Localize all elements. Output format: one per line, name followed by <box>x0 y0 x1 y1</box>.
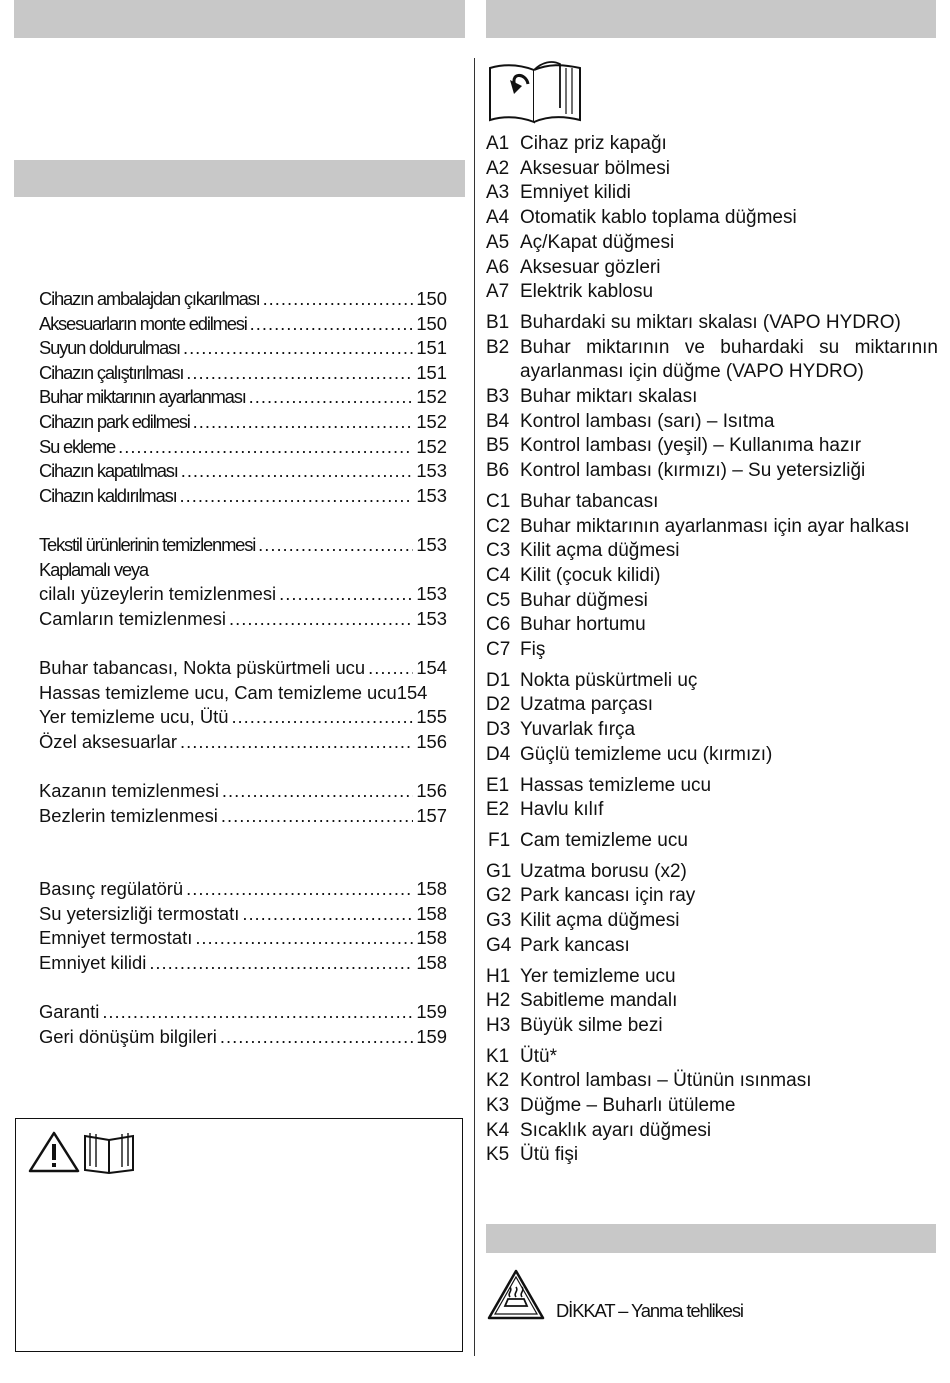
toc-entry[interactable]: Özel aksesuarlar ..... 156 <box>39 731 447 756</box>
list-item: G4 Park kancası <box>486 934 630 956</box>
toc-group-3 <box>39 657 447 755</box>
toc-entry[interactable]: Hassas temizleme ucu, Cam temizleme ucu 154 <box>39 681 428 703</box>
list-item: H3 Büyük silme bezi <box>486 1014 663 1036</box>
list-item: B3 Buhar miktarı skalası <box>486 386 698 408</box>
hot-surface-warning-icon <box>486 1268 546 1322</box>
toc-group-1 <box>39 288 447 509</box>
parts-group-d <box>486 669 938 768</box>
toc-entry[interactable]: Cihazın ambalajdan çıkarılması ..... 150 <box>39 288 447 313</box>
section-bar-toc <box>14 160 465 197</box>
list-item: D3 Yuvarlak fırça <box>486 719 636 741</box>
list-item: K3 Düğme – Buharlı ütüleme <box>486 1095 736 1117</box>
list-item: K2 Kontrol lambası – Ütünün ısınması <box>486 1070 812 1092</box>
list-item: A6 Aksesuar gözleri <box>486 256 661 278</box>
toc-group-2 <box>39 534 447 632</box>
list-item: C2 Buhar miktarının ayarlanması için ayar halkası <box>486 515 910 537</box>
list-item: C1 Buhar tabancası <box>486 490 659 512</box>
toc-entry[interactable]: Emniyet termostatı ..... 158 <box>39 927 447 952</box>
list-item: H2 Sabitleme mandalı <box>486 990 678 1012</box>
list-item: C6 Buhar hortumu <box>486 614 646 636</box>
toc-entry[interactable]: Camların temizlenmesi ..... 153 <box>39 608 447 633</box>
list-item: A5 Aç/Kapat düğmesi <box>486 231 675 253</box>
header-bar-right <box>486 0 936 38</box>
parts-group-b <box>486 311 938 484</box>
list-item: G1 Uzatma borusu (x2) <box>486 860 687 882</box>
toc-group-5 <box>39 878 447 976</box>
read-manual-icon <box>82 1130 136 1174</box>
toc-entry[interactable]: Suyun doldurulması ..... 151 <box>39 337 447 362</box>
toc-entry[interactable]: Cihazın park edilmesi ..... 152 <box>39 411 447 436</box>
list-item: A4 Otomatik kablo toplama düğmesi <box>486 207 797 229</box>
toc-entry[interactable]: Su ekleme ..... 152 <box>39 436 447 461</box>
toc-entry[interactable]: Emniyet kilidi ..... 158 <box>39 952 447 977</box>
toc-entry[interactable]: Buhar miktarının ayarlanması ..... 152 <box>39 386 447 411</box>
list-item: A1 Cihaz priz kapağı <box>486 133 667 154</box>
toc-entry[interactable]: Garanti ..... 159 <box>39 1001 447 1026</box>
list-item: H1 Yer temizleme ucu <box>486 965 676 987</box>
toc-entry[interactable]: Basınç regülatörü ..... 158 <box>39 878 447 903</box>
header-bar-left <box>14 0 465 38</box>
list-item: K5 Ütü fişi <box>486 1144 579 1166</box>
parts-group-e <box>486 774 938 823</box>
open-book-page-turn-icon <box>486 58 586 126</box>
toc-entry[interactable]: Yer temizleme ucu, Ütü ..... 155 <box>39 706 447 731</box>
list-item: F1 Cam temizleme ucu <box>488 829 688 851</box>
toc-entry[interactable]: cilalı yüzeylerin temizlenmesi ..... 153 <box>39 583 447 608</box>
parts-group-a <box>486 132 938 305</box>
toc-entry[interactable]: Buhar tabancası, Nokta püskürtmeli ucu ..... 154 <box>39 657 447 682</box>
list-item: A2 Aksesuar bölmesi <box>486 157 670 179</box>
list-item: G2 Park kancası için ray <box>486 885 696 907</box>
list-item: B1 Buhardaki su miktarı skalası (VAPO HYDRO) <box>486 311 901 333</box>
list-item: A7 Elektrik kablosu <box>486 281 654 303</box>
list-item: C4 Kilit (çocuk kilidi) <box>486 564 661 586</box>
toc-entry[interactable]: Cihazın kaldırılması ..... 153 <box>39 485 447 510</box>
list-item: E2 Havlu kılıf <box>486 799 604 821</box>
toc-entry[interactable]: Kazanın temizlenmesi ..... 156 <box>39 780 447 805</box>
list-item: B2 Buhar miktarının ve buhardaki su miktarının ayarlanması için düğme (VAPO HYDRO) <box>486 336 938 383</box>
parts-group-f <box>486 829 938 854</box>
parts-list <box>486 132 938 1174</box>
toc-entry[interactable]: Tekstil ürünlerinin temizlenmesi ..... 153 <box>39 534 447 559</box>
list-item: G3 Kilit açma düğmesi <box>486 910 680 932</box>
list-item: K1 Ütü* <box>486 1045 557 1067</box>
list-item: B4 Kontrol lambası (sarı) – Isıtma <box>486 410 775 432</box>
list-item: B5 Kontrol lambası (yeşil) – Kullanıma hazır <box>486 435 862 457</box>
list-item: D4 Güçlü temizleme ucu (kırmızı) <box>486 743 773 765</box>
toc-group-4 <box>39 780 447 829</box>
burn-hazard-caption: DİKKAT – Yanma tehlikesi <box>556 1300 743 1321</box>
parts-group-g <box>486 860 938 959</box>
parts-group-k <box>486 1045 938 1169</box>
list-item: C3 Kilit açma düğmesi <box>486 540 680 562</box>
toc-entry[interactable]: Cihazın çalıştırılması ..... 151 <box>39 362 447 387</box>
toc-entry-line: Kaplamalı veya <box>39 558 148 580</box>
toc-entry[interactable]: Aksesuarların monte edilmesi ..... 150 <box>39 313 447 338</box>
list-item: A3 Emniyet kilidi <box>486 182 631 204</box>
list-item: D1 Nokta püskürtmeli uç <box>486 669 698 691</box>
list-item: C5 Buhar düğmesi <box>486 589 648 611</box>
list-item: K4 Sıcaklık ayarı düğmesi <box>486 1119 712 1141</box>
parts-group-h <box>486 965 938 1039</box>
list-item: C7 Fiş <box>486 639 546 661</box>
toc-entry[interactable]: Cihazın kapatılması ..... 153 <box>39 460 447 485</box>
warning-triangle-icon <box>28 1130 80 1174</box>
list-item: E1 Hassas temizleme ucu <box>486 774 712 796</box>
toc-entry[interactable]: Su yetersizliği termostatı ..... 158 <box>39 903 447 928</box>
list-item: D2 Uzatma parçası <box>486 694 654 716</box>
parts-group-c <box>486 490 938 663</box>
list-item: B6 Kontrol lambası (kırmızı) – Su yetersizliği <box>486 460 866 482</box>
column-divider <box>474 58 475 1356</box>
toc-entry[interactable]: Geri dönüşüm bilgileri ..... 159 <box>39 1026 447 1051</box>
toc-group-6 <box>39 1001 447 1050</box>
section-bar-warnings <box>486 1224 936 1253</box>
toc-entry[interactable]: Bezlerin temizlenmesi ..... 157 <box>39 805 447 830</box>
